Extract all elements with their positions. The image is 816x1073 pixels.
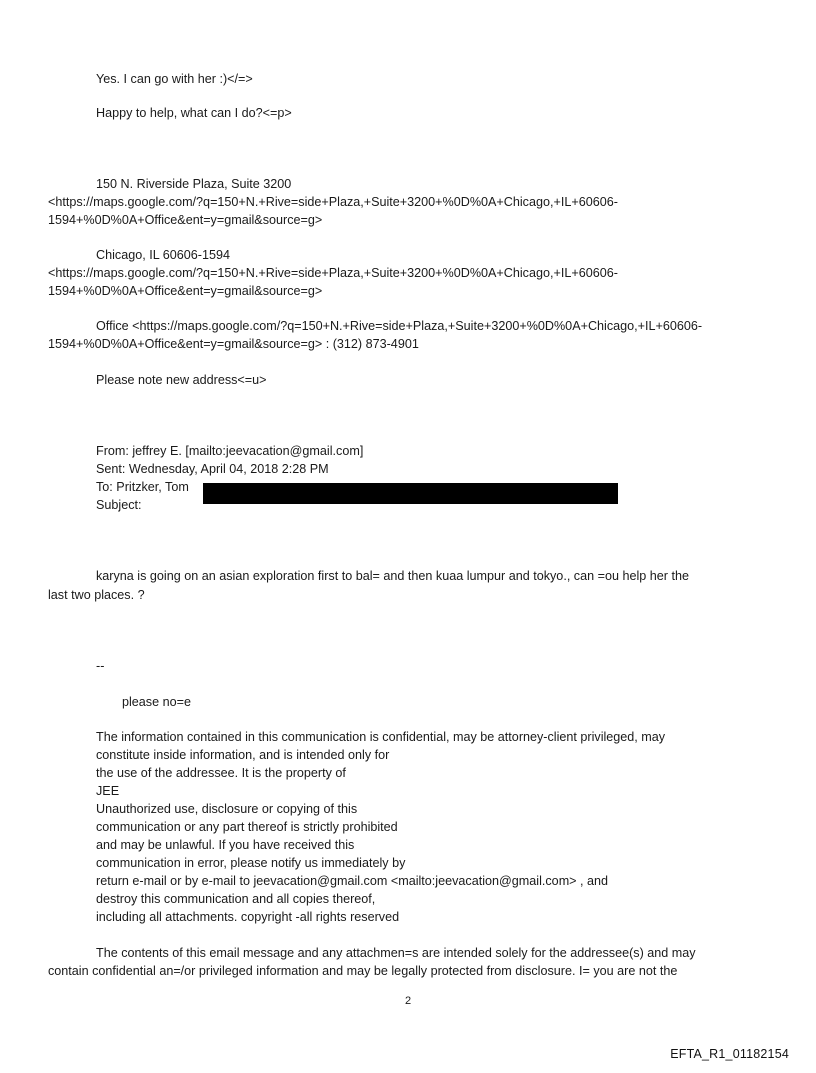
bates-number: EFTA_R1_01182154 <box>670 1047 789 1061</box>
header-from: From: jeffrey E. [mailto:jeevacation@gmail.com] <box>96 444 364 458</box>
disclaimer-line: destroy this communication and all copies thereof, <box>96 892 376 906</box>
disclaimer-line: constitute inside information, and is intended only for <box>96 748 390 762</box>
disclaimer-line: return e-mail or by e-mail to jeevacation@gmail.com <mailto:jeevacation@gmail.com> , and <box>96 874 609 888</box>
disclaimer-line: communication in error, please notify us immediately by <box>96 856 406 870</box>
header-sent: Sent: Wednesday, April 04, 2018 2:28 PM <box>96 462 329 476</box>
footer-line-1: The contents of this email message and any attachmen=s are intended solely for the addressee(s) and may <box>96 946 696 960</box>
address-street-link-2: 1594+%0D%0A+Office&ent=y=gmail&source=g> <box>48 213 323 227</box>
disclaimer-line: and may be unlawful. If you have received this <box>96 838 355 852</box>
address-city: Chicago, IL 60606-1594 <box>96 248 230 262</box>
address-office-1: Office <https://maps.google.com/?q=150+N.+Rive=side+Plaza,+Suite+3200+%0D%0A+Chicago,+IL+60606- <box>96 319 703 333</box>
disclaimer-line: The information contained in this communication is confidential, may be attorney-client privileged, may <box>96 730 666 744</box>
signature-note: please no=e <box>122 695 191 709</box>
footer-line-2: contain confidential an=/or privileged information and may be legally protected from disclosure. I= you are not the <box>48 964 678 978</box>
redaction-box <box>203 483 618 504</box>
reply-line-2: Happy to help, what can I do?<=p> <box>96 106 292 120</box>
disclaimer-line: the use of the addressee. It is the property of <box>96 766 346 780</box>
address-street-link-1: <https://maps.google.com/?q=150+N.+Rive=side+Plaza,+Suite+3200+%0D%0A+Chicago,+IL+60606- <box>48 195 618 209</box>
header-to: To: Pritzker, Tom <box>96 480 189 494</box>
address-city-link-2: 1594+%0D%0A+Office&ent=y=gmail&source=g> <box>48 284 323 298</box>
body-line-1: karyna is going on an asian exploration first to bal= and then kuaa lumpur and tokyo., can =ou help her the <box>96 569 689 583</box>
disclaimer-line: JEE <box>96 784 120 798</box>
address-street: 150 N. Riverside Plaza, Suite 3200 <box>96 177 292 191</box>
body-line-2: last two places. ? <box>48 588 145 602</box>
header-subject: Subject: <box>96 498 142 512</box>
signature-separator: -- <box>96 659 105 673</box>
disclaimer-line: including all attachments. copyright -all rights reserved <box>96 910 400 924</box>
address-office-2: 1594+%0D%0A+Office&ent=y=gmail&source=g> : (312) 873-4901 <box>48 337 419 351</box>
address-city-link-1: <https://maps.google.com/?q=150+N.+Rive=side+Plaza,+Suite+3200+%0D%0A+Chicago,+IL+60606- <box>48 266 618 280</box>
reply-line-1: Yes. I can go with her :)</=> <box>96 72 253 86</box>
disclaimer-line: Unauthorized use, disclosure or copying of this <box>96 802 358 816</box>
page-number: 2 <box>404 995 412 1007</box>
address-note: Please note new address<=u> <box>96 373 267 387</box>
disclaimer-line: communication or any part thereof is strictly prohibited <box>96 820 398 834</box>
